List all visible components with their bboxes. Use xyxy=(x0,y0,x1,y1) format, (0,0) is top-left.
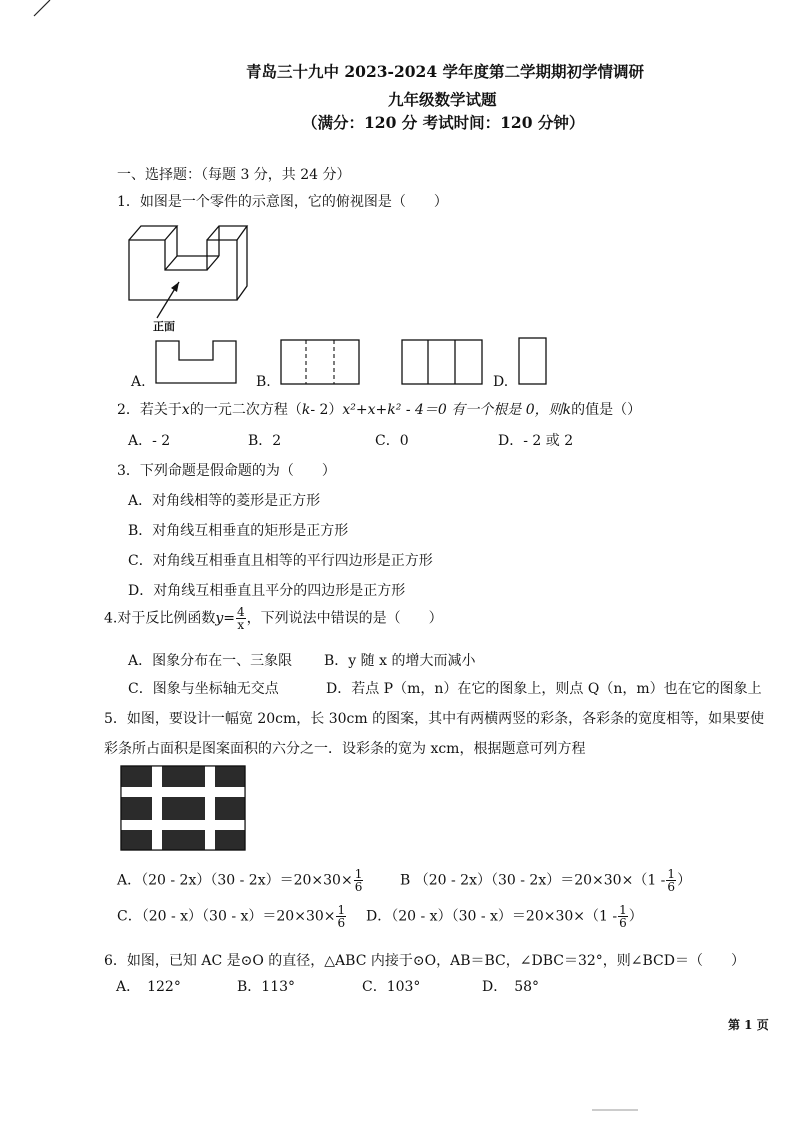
question-3-stem: 3．下列命题是假命题的为（ ） xyxy=(117,463,336,479)
q5-option-c[interactable] xyxy=(117,904,347,929)
question-5-line2: 彩条所占面积是图案面积的六分之一．设彩条的宽为 xcm，根据题意可列方程 xyxy=(104,741,586,757)
question-2-stem xyxy=(117,399,641,419)
q4-prefix: 4.对于反比例函数 xyxy=(104,610,216,627)
q1-option-b[interactable]: B. xyxy=(256,374,271,390)
q5-b-frac-den: 6 xyxy=(667,880,676,894)
q5-a-frac-den: 6 xyxy=(354,880,363,894)
q4-option-b[interactable]: B．y 随 x 的增大而减小 xyxy=(324,653,476,669)
q5-option-b[interactable] xyxy=(400,868,691,893)
q5-c-fraction xyxy=(336,904,346,929)
q4-suffix: ，下列说法中错误的是（ ） xyxy=(246,610,443,627)
exam-score-time: （满分：120 分 考试时间：120 分钟） xyxy=(302,113,585,132)
q5-a-frac-num: 1 xyxy=(354,867,363,881)
q2-suffix: 的值是（） xyxy=(571,402,642,418)
q3-option-b[interactable]: B．对角线互相垂直的矩形是正方形 xyxy=(128,523,349,539)
q5-a-fraction xyxy=(354,868,364,893)
q2-var-k2: k xyxy=(562,402,572,418)
q5-option-d-text: D．（20 - x）（30 - x）＝20×30×（1 - xyxy=(366,908,618,925)
q5-c-frac-num: 1 xyxy=(337,903,346,917)
q4-fraction xyxy=(236,606,246,631)
q1-option-c[interactable] xyxy=(376,374,391,390)
exam-title: 青岛三十九中 2023-2024 学年度第二学期期初学情调研 xyxy=(246,62,645,81)
q2-var-k: k xyxy=(301,402,311,418)
page-number: 第 1 页 xyxy=(728,1018,769,1032)
bottom-mark xyxy=(592,1108,640,1112)
q5-option-b-text: B （20 - 2x）（30 - 2x）＝20×30×（1 - xyxy=(400,872,666,889)
q6-option-c[interactable]: C．103° xyxy=(362,979,421,995)
q5-option-a[interactable] xyxy=(117,868,364,893)
q4-func: y= xyxy=(215,610,235,627)
option-a-view xyxy=(155,340,237,384)
q4-option-d[interactable]: D．若点 P（m，n）在它的图象上，则点 Q（n，m）也在它的图象上 xyxy=(326,681,762,697)
q5-b-fraction xyxy=(666,868,676,893)
q5-b-close: ） xyxy=(677,872,692,889)
question-1-stem: 1．如图是一个零件的示意图，它的俯视图是（ ） xyxy=(117,194,448,210)
q4-frac-den: x xyxy=(237,618,245,632)
q4-option-a[interactable]: A．图象分布在一、三象限 xyxy=(128,653,293,669)
q2-mid2: - 2） xyxy=(310,402,343,418)
q4-frac-num: 4 xyxy=(237,605,245,619)
q2-option-c[interactable]: C．0 xyxy=(375,433,409,449)
part-3d-figure xyxy=(127,220,247,330)
pen-mark xyxy=(30,0,60,20)
q6-option-b[interactable]: B．113° xyxy=(237,979,296,995)
option-c-view xyxy=(401,339,483,385)
striped-pattern-figure xyxy=(120,765,246,851)
question-5-line1: 5．如图，要设计一幅宽 20cm，长 30cm 的图案，其中有两横两竖的彩条，各彩条的宽度相等，如果要使 xyxy=(104,711,765,727)
q1-option-a[interactable]: A. xyxy=(131,374,146,390)
q5-d-close: ） xyxy=(628,908,643,925)
option-b-view xyxy=(280,339,360,385)
q5-d-frac-den: 6 xyxy=(619,916,627,930)
question-4-stem xyxy=(104,606,443,631)
q3-option-c[interactable]: C．对角线互相垂直且相等的平行四边形是正方形 xyxy=(128,553,433,569)
q4-option-c[interactable]: C．图象与坐标轴无交点 xyxy=(128,681,279,697)
q1-option-d[interactable]: D. xyxy=(493,374,509,390)
q2-prefix: 2．若关于 xyxy=(117,402,182,418)
q5-option-a-text: A．（20 - 2x）（30 - 2x）＝20×30× xyxy=(117,872,353,889)
section-heading: 一、选择题：（每题 3 分，共 24 分） xyxy=(117,167,351,183)
q2-equation: x²+x+k² - 4＝0 有一个根是 0，则 xyxy=(342,402,563,418)
q5-c-frac-den: 6 xyxy=(337,916,346,930)
q5-option-d[interactable] xyxy=(366,904,643,929)
q2-var-x: x xyxy=(181,402,190,418)
q3-option-d[interactable]: D．对角线互相垂直且平分的四边形是正方形 xyxy=(128,583,406,599)
q3-option-a[interactable]: A．对角线相等的菱形是正方形 xyxy=(128,493,321,509)
q6-option-d[interactable]: D． 58° xyxy=(482,979,540,995)
q5-d-fraction xyxy=(618,904,628,929)
option-d-view xyxy=(518,337,548,385)
q5-option-c-text: C．（20 - x）（30 - x）＝20×30× xyxy=(117,908,336,925)
q5-d-frac-num: 1 xyxy=(619,903,627,917)
question-6-stem: 6．如图，已知 AC 是⊙O 的直径，△ABC 内接于⊙O，AB＝BC，∠DBC＝32°，则∠BCD＝（ ） xyxy=(104,953,745,969)
q2-mid: 的一元二次方程（ xyxy=(189,402,302,418)
front-label: 正面 xyxy=(153,320,175,333)
q5-b-frac-num: 1 xyxy=(667,867,676,881)
q2-option-b[interactable]: B．2 xyxy=(248,433,282,449)
q6-option-a[interactable]: A． 122° xyxy=(116,979,181,995)
exam-subtitle: 九年级数学试题 xyxy=(388,90,497,109)
q2-option-d[interactable]: D．- 2 或 2 xyxy=(498,433,574,449)
q2-option-a[interactable]: A．- 2 xyxy=(128,433,171,449)
